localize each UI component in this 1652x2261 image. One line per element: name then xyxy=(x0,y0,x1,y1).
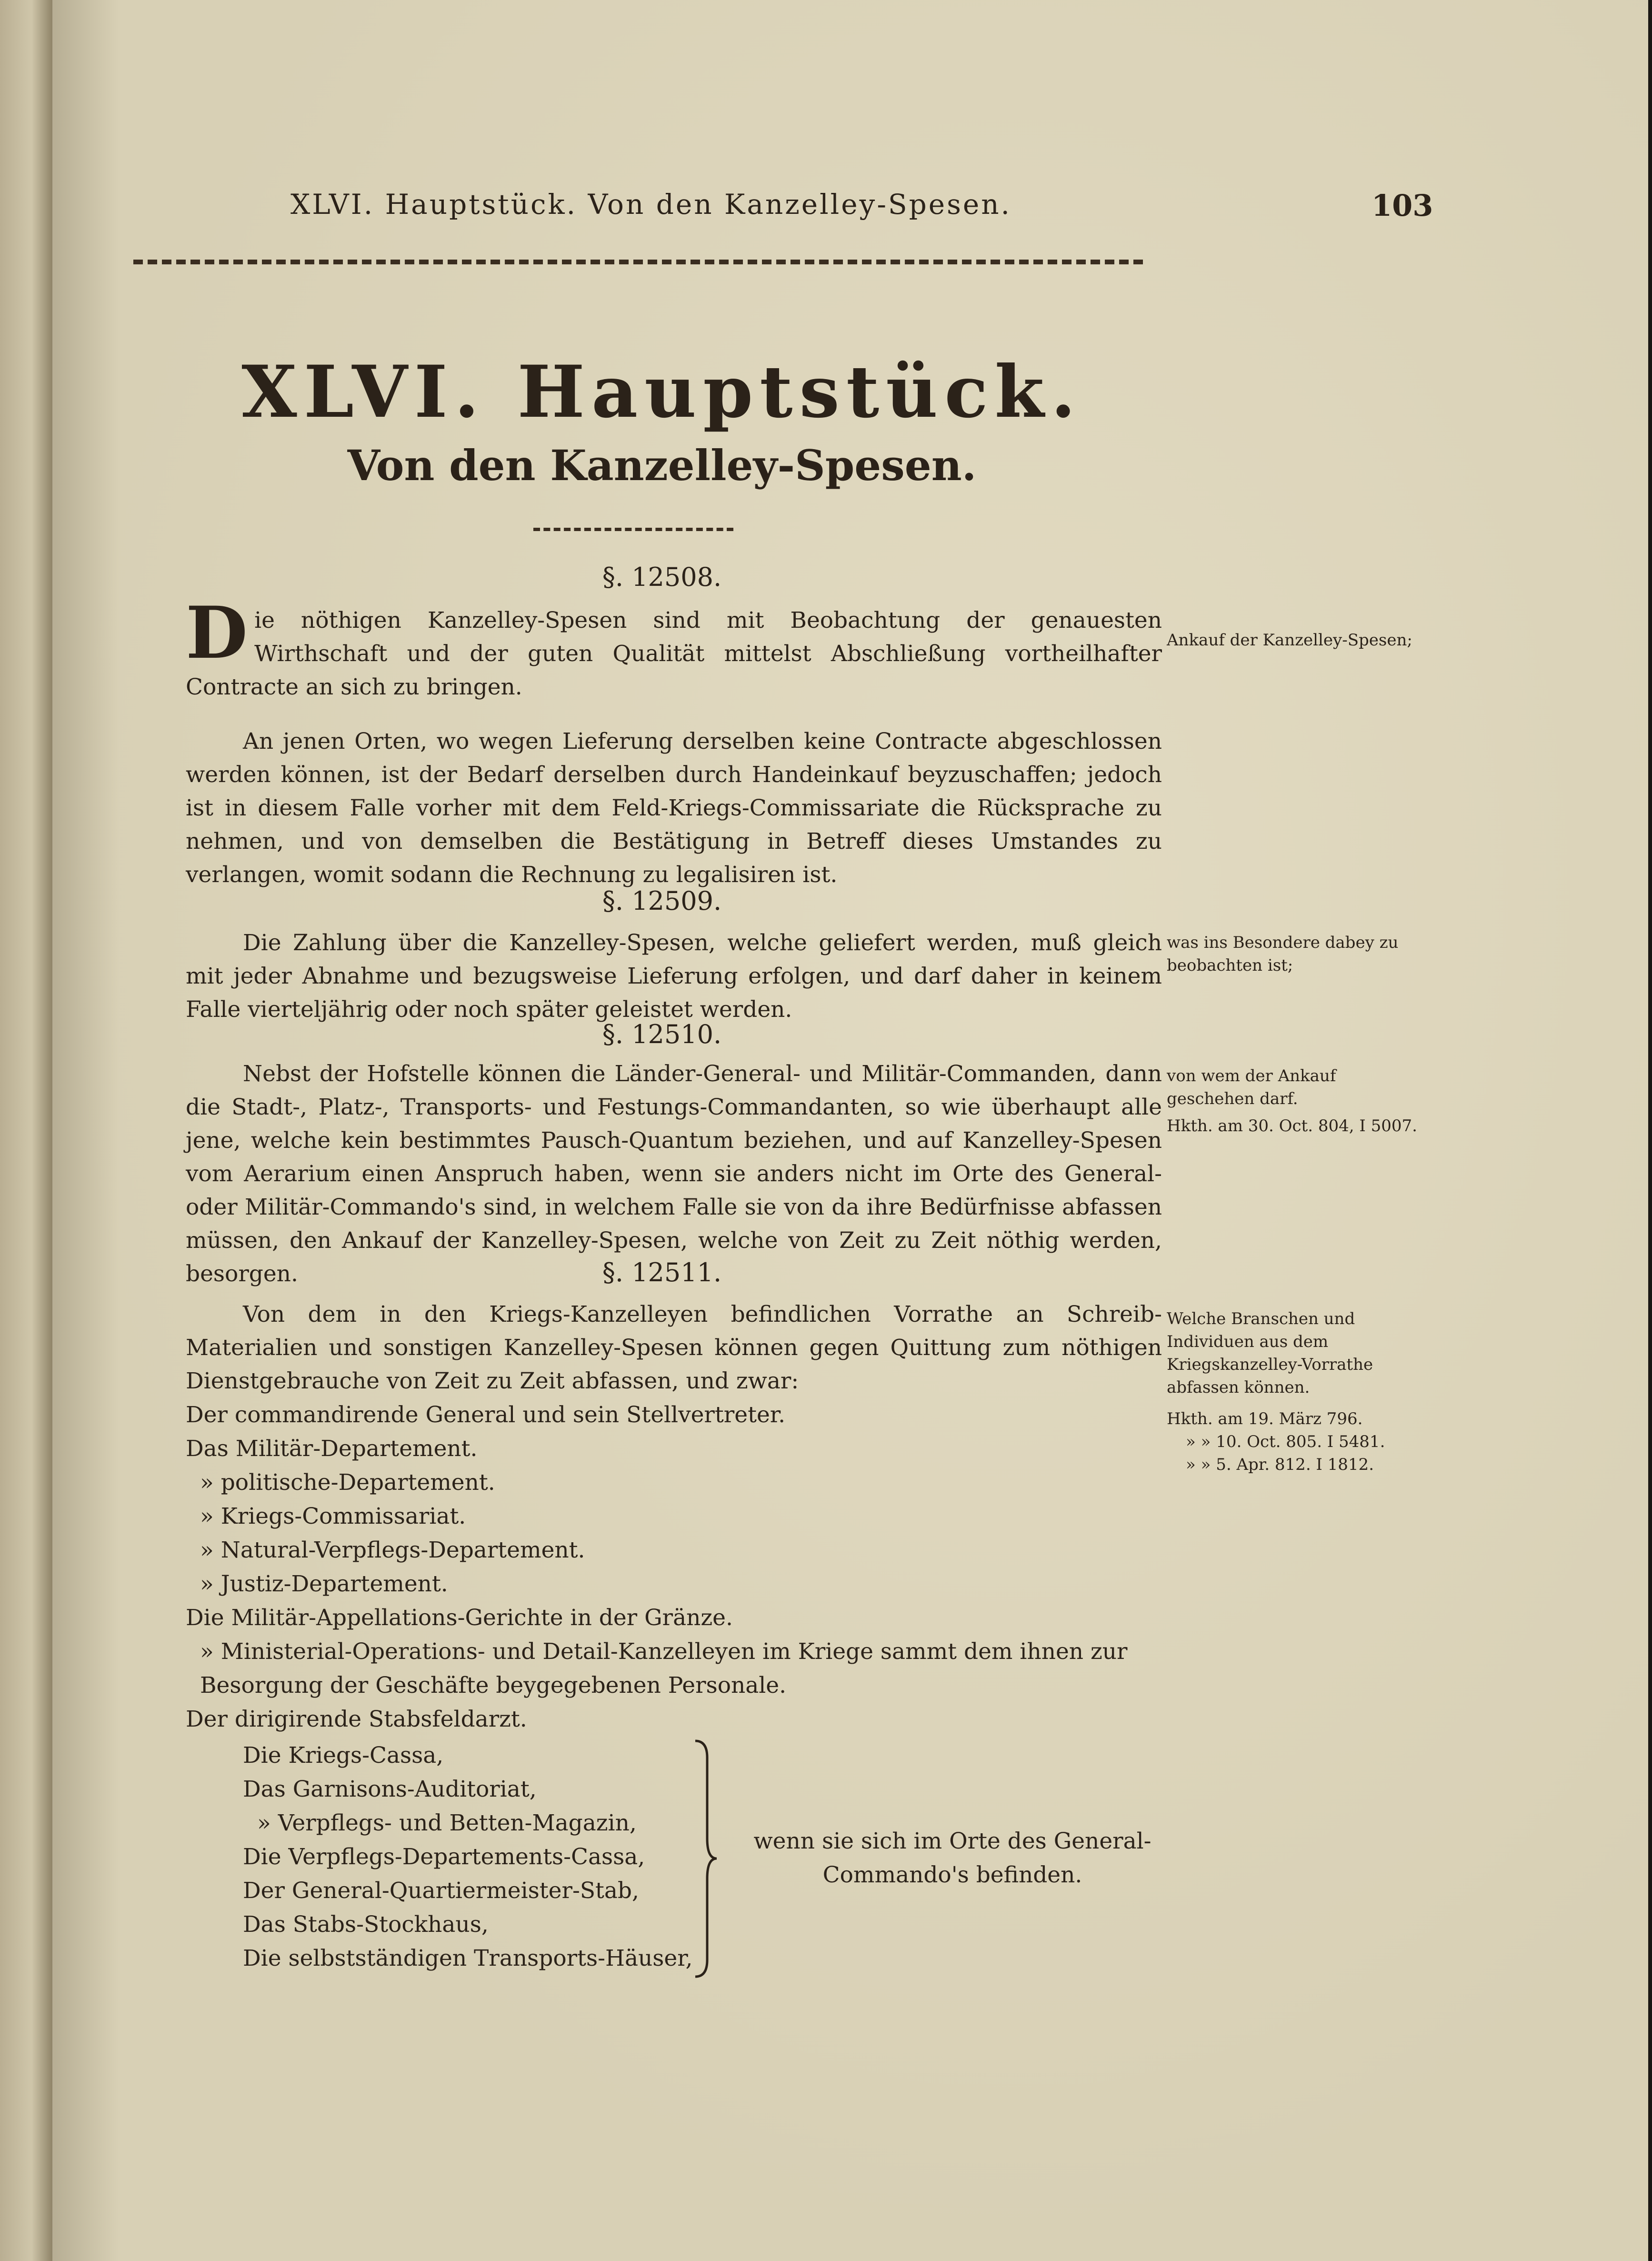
section-number-12509: §. 12509. xyxy=(602,886,722,916)
list-item: » Justiz-Departement. xyxy=(200,1571,448,1597)
decree-reference: Hkth. am 19. März 796. xyxy=(1167,1409,1363,1428)
list-item: » Natural-Verpflegs-Departement. xyxy=(200,1537,585,1563)
chapter-rule xyxy=(533,528,733,531)
page-number: 103 xyxy=(1372,188,1433,223)
brace-group xyxy=(243,1738,1243,1975)
brace-list xyxy=(243,1738,695,1975)
decree-reference: » » 5. Apr. 812. I 1812. xyxy=(1186,1455,1374,1474)
margin-refs-12511 xyxy=(1167,1407,1414,1476)
decree-reference: Hkth. am 30. Oct. 804, I 5007. xyxy=(1167,1116,1417,1136)
chapter-title: XLVI. Hauptstück. xyxy=(241,350,1082,434)
list-item: Die Kriegs-Cassa, xyxy=(243,1742,444,1769)
section-12511-paragraph: Von dem in den Kriegs-Kanzelleyen befindlichen Vorrathe an Schreib-Materialien und sonstigen Kanzelley-Spesen können gegen Quittung zum nöthigen Dienstgebrauche von Zeit zu Zeit abfassen, und zwar: xyxy=(186,1301,1162,1394)
list-item: Die Verpflegs-Departements-Cassa, xyxy=(243,1844,645,1870)
margin-note-12508: Ankauf der Kanzelley-Spesen; xyxy=(1167,631,1412,650)
curly-brace-icon xyxy=(691,1738,719,1979)
list-item: » politische-Departement. xyxy=(200,1469,495,1496)
list-item: » Verpflegs- und Betten-Magazin, xyxy=(257,1810,637,1836)
list-item: Die selbstständigen Transports-Häuser, xyxy=(243,1945,693,1971)
entitled-offices-list xyxy=(186,1398,1186,1736)
list-item: Der commandirende General und sein Stellvertreter. xyxy=(186,1402,786,1428)
section-12510-paragraph: Nebst der Hofstelle können die Länder-General- und Militär-Commanden, dann die Stadt-, Platz-, Transports- und Festungs-Commandanten, so wie überhaupt alle jene, welche kein bestimmtes Pausch-Quantum beziehen, und auf Kanzelley-Spesen vom Aerarium einen Anspruch haben, wenn sie anders nicht im Orte des General- oder Militär-Commando's sind, in welchem Falle sie von da ihre Bedürfnisse abfassen müssen, den Ankauf der Kanzelley-Spesen, welche von Zeit zu Zeit nöthig werden, besorgen. xyxy=(186,1061,1162,1287)
dropcap: D xyxy=(186,591,248,675)
header-rule xyxy=(133,260,1143,264)
list-item: Der General-Quartiermeister-Stab, xyxy=(243,1878,639,1904)
section-number-12511: §. 12511. xyxy=(602,1257,722,1287)
paragraph-text: ie nöthigen Kanzelley-Spesen sind mit Beobachtung der genauesten Wirthschaft und der guten Qualität mittelst Abschließung vortheilhafter Contracte an sich zu bringen. xyxy=(186,607,1162,700)
list-item: » Ministerial-Operations- und Detail-Kanzelleyen im Kriege sammt dem ihnen zur Besorgung der Geschäfte beygegebenen Personale. xyxy=(200,1638,1128,1698)
running-head: XLVI. Hauptstück. Von den Kanzelley-Spesen. xyxy=(290,188,1011,221)
list-item: Das Militär-Departement. xyxy=(186,1436,478,1462)
section-number-12508: §. 12508. xyxy=(602,562,722,592)
list-item: Der dirigirende Stabsfeldarzt. xyxy=(186,1706,527,1732)
decree-reference: » » 10. Oct. 805. I 5481. xyxy=(1186,1432,1385,1451)
margin-note-12511: Welche Branschen und Individuen aus dem Kriegskanzelley-Vorrathe abfassen können. xyxy=(1167,1309,1373,1397)
page-edge xyxy=(1648,0,1652,2261)
list-item: Das Garnisons-Auditoriat, xyxy=(243,1776,537,1802)
brace-condition-text: wenn sie sich im Orte des General-Commando's befinden. xyxy=(753,1828,1151,1888)
section-12509-paragraph: Die Zahlung über die Kanzelley-Spesen, welche geliefert werden, muß gleich mit jeder Abnahme und bezugsweise Lieferung erfolgen, und darf daher in keinem Falle vierteljährig oder noch später geleistet werden. xyxy=(186,930,1162,1023)
list-item: Die Militär-Appellations-Gerichte in der Gränze. xyxy=(186,1605,733,1631)
list-item: » Kriegs-Commissariat. xyxy=(200,1503,466,1529)
list-item: Das Stabs-Stockhaus, xyxy=(243,1911,489,1938)
book-page xyxy=(52,0,1652,2261)
section-12508-paragraph-1 xyxy=(186,591,1162,704)
section-12508-paragraph-2: An jenen Orten, wo wegen Lieferung derselben keine Contracte abgeschlossen werden können, ist der Bedarf derselben durch Handeinkauf beyzuschaffen; jedoch ist in diesem Falle vorher mit dem Feld-Kriegs-Commissariate die Rücksprache zu nehmen, und von demselben die Bestätigung in Betreff dieses Umstandes zu verlangen, womit sodann die Rechnung zu legalisiren ist. xyxy=(186,728,1162,888)
section-number-12510: §. 12510. xyxy=(602,1019,722,1049)
margin-note-12509: was ins Besondere dabey zu beobachten ist; xyxy=(1167,933,1399,975)
margin-ref-12510 xyxy=(1167,1115,1417,1137)
margin-note-12510: von wem der Ankauf geschehen darf. xyxy=(1167,1066,1336,1108)
book-gutter xyxy=(0,0,52,2261)
chapter-subtitle: Von den Kanzelley-Spesen. xyxy=(347,441,977,490)
